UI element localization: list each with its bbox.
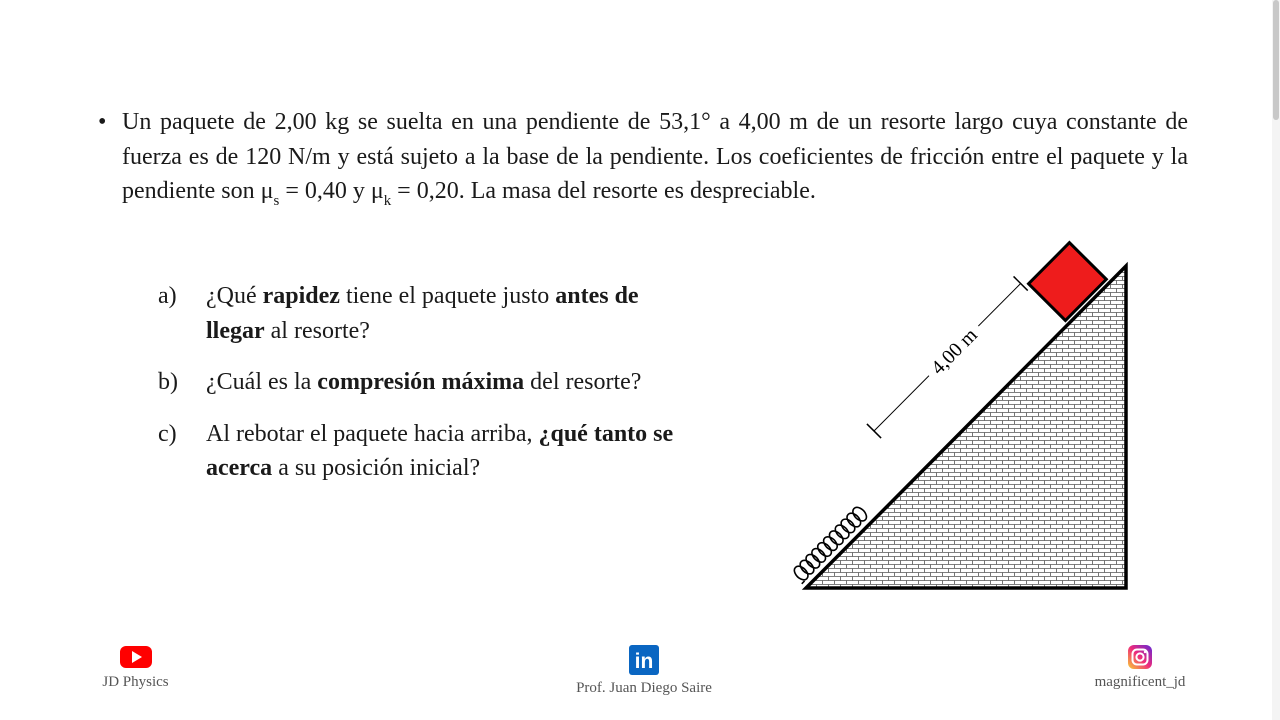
footer-instagram[interactable] bbox=[1084, 645, 1196, 691]
question-letter: b) bbox=[158, 369, 178, 395]
instagram-icon[interactable] bbox=[1128, 645, 1152, 669]
bullet: • bbox=[98, 109, 107, 135]
linkedin-icon[interactable] bbox=[629, 645, 659, 675]
subscript-k: k bbox=[383, 192, 392, 209]
footer-linkedin[interactable] bbox=[560, 645, 728, 697]
channel-name: JD Physics bbox=[102, 674, 169, 690]
problem-text-part2: = 0,40 y bbox=[279, 178, 371, 204]
question-letter: a) bbox=[158, 283, 177, 309]
question-b bbox=[158, 365, 678, 400]
author-name: Prof. Juan Diego Saire bbox=[576, 680, 712, 696]
incline-figure bbox=[770, 225, 1150, 605]
question-bold-text: ¿qué tanto se acerca bbox=[206, 420, 674, 481]
question-bold-text: antes de llegar bbox=[206, 283, 639, 344]
mu-symbol-k: μ bbox=[370, 178, 384, 204]
subscript-s: s bbox=[273, 192, 280, 209]
question-bold-text: rapidez bbox=[262, 283, 340, 309]
question-text: tiene el paquete justo bbox=[339, 283, 556, 309]
question-list bbox=[158, 279, 678, 503]
question-text: ¿Qué bbox=[206, 283, 263, 309]
question-text: Al rebotar el paquete hacia arriba, bbox=[206, 420, 539, 447]
question-a bbox=[158, 279, 678, 348]
problem-text-part1: Un paquete de 2,00 kg se suelta en una pendiente de 53,1° a 4,00 m de un resorte largo cuya constante de fuerza es de 120 N/m y está sujeto a la base de la pendiente. Los coeficientes de fricción entre el paquete y la pendiente son bbox=[122, 109, 1188, 204]
question-letter: c) bbox=[158, 420, 177, 447]
problem-text-part3: = 0,20. La masa del resorte es despreciable. bbox=[391, 178, 816, 204]
question-bold-text: compresión máxima bbox=[317, 369, 525, 395]
mu-symbol-s: μ bbox=[260, 178, 274, 204]
distance-label: 4,00 m bbox=[926, 324, 982, 380]
question-text: ¿Cuál es la bbox=[206, 369, 318, 395]
scrollbar[interactable] bbox=[1272, 0, 1280, 720]
question-text: a su posición inicial? bbox=[272, 455, 481, 481]
youtube-icon[interactable] bbox=[119, 645, 153, 669]
problem-statement bbox=[98, 105, 1188, 212]
problem-text bbox=[122, 105, 1188, 212]
question-text: del resorte? bbox=[524, 369, 642, 395]
incline-diagram bbox=[770, 225, 1150, 605]
incline-ramp bbox=[806, 266, 1126, 588]
question-text: al resorte? bbox=[264, 317, 370, 344]
scrollbar-thumb[interactable] bbox=[1273, 0, 1279, 120]
instagram-handle: magnificent_jd bbox=[1094, 674, 1186, 690]
linkedin-icon-text: in bbox=[634, 650, 654, 673]
question-c bbox=[158, 417, 678, 486]
footer-youtube[interactable] bbox=[98, 645, 173, 691]
